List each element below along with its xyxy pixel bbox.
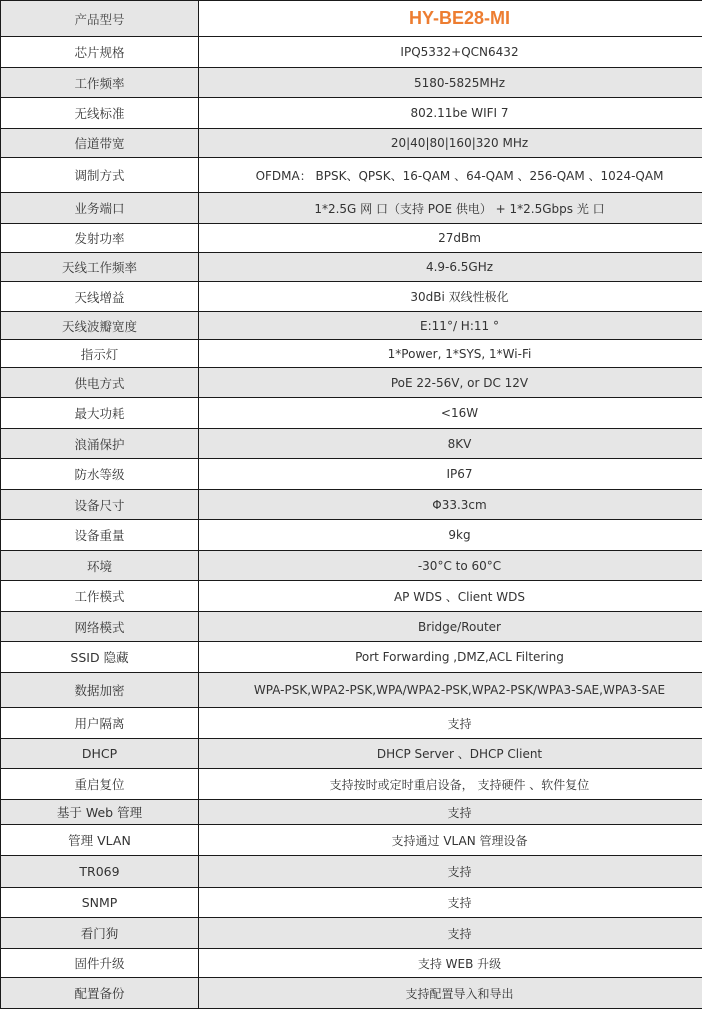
spec-label: DHCP <box>1 739 199 769</box>
spec-row <box>1 673 702 708</box>
spec-row <box>1 856 702 888</box>
spec-label: SSID 隐藏 <box>1 642 199 673</box>
spec-row <box>1 581 702 612</box>
spec-value: Φ33.3cm <box>199 490 702 520</box>
spec-row <box>1 520 702 551</box>
spec-value: 支持通过 VLAN 管理设备 <box>199 825 702 856</box>
spec-label: 环境 <box>1 551 199 581</box>
spec-label: 管理 VLAN <box>1 825 199 856</box>
spec-label: 信道带宽 <box>1 129 199 158</box>
spec-label: 无线标准 <box>1 98 199 129</box>
spec-value: 4.9-6.5GHz <box>199 253 702 282</box>
spec-label: SNMP <box>1 888 199 918</box>
model-name: HY-BE28-MI <box>199 1 702 37</box>
spec-value: 支持 <box>199 888 702 918</box>
spec-label: 配置备份 <box>1 978 199 1009</box>
spec-label: 调制方式 <box>1 158 199 193</box>
spec-row <box>1 769 702 800</box>
spec-value: PoE 22-56V, or DC 12V <box>199 368 702 398</box>
spec-row <box>1 612 702 642</box>
spec-label: 业务端口 <box>1 193 199 224</box>
spec-label: 设备重量 <box>1 520 199 551</box>
spec-value: 支持 WEB 升级 <box>199 949 702 978</box>
spec-label: 发射功率 <box>1 224 199 253</box>
spec-label: 固件升级 <box>1 949 199 978</box>
header-label: 产品型号 <box>1 1 199 37</box>
spec-row <box>1 739 702 769</box>
spec-row <box>1 37 702 68</box>
spec-label: 设备尺寸 <box>1 490 199 520</box>
spec-value: 9kg <box>199 520 702 551</box>
spec-label: 浪涌保护 <box>1 429 199 459</box>
spec-label: TR069 <box>1 856 199 888</box>
spec-value: <16W <box>199 398 702 429</box>
spec-row <box>1 158 702 193</box>
spec-value: 支持 <box>199 708 702 739</box>
spec-row <box>1 429 702 459</box>
spec-row <box>1 68 702 98</box>
spec-row <box>1 825 702 856</box>
header-row <box>1 1 702 37</box>
spec-value: -30°C to 60°C <box>199 551 702 581</box>
spec-value: E:11°/ H:11 ° <box>199 312 702 340</box>
spec-label: 芯片规格 <box>1 37 199 68</box>
spec-label: 防水等级 <box>1 459 199 490</box>
spec-value: 1*Power, 1*SYS, 1*Wi-Fi <box>199 340 702 368</box>
spec-row <box>1 312 702 340</box>
spec-row <box>1 642 702 673</box>
spec-row <box>1 708 702 739</box>
spec-row <box>1 490 702 520</box>
spec-row <box>1 224 702 253</box>
spec-value: 1*2.5G 网 口（支持 POE 供电） + 1*2.5Gbps 光 口 <box>199 193 702 224</box>
spec-label: 用户隔离 <box>1 708 199 739</box>
spec-value: AP WDS 、Client WDS <box>199 581 702 612</box>
spec-label: 基于 Web 管理 <box>1 800 199 825</box>
spec-value: IPQ5332+QCN6432 <box>199 37 702 68</box>
spec-label: 数据加密 <box>1 673 199 708</box>
spec-label: 天线增益 <box>1 282 199 312</box>
spec-label: 工作频率 <box>1 68 199 98</box>
spec-row <box>1 918 702 949</box>
spec-row <box>1 978 702 1009</box>
spec-value: OFDMA： BPSK、QPSK、16-QAM 、64-QAM 、256-QAM 、1024-QAM <box>199 158 702 193</box>
spec-value: WPA-PSK,WPA2-PSK,WPA/WPA2-PSK,WPA2-PSK/WPA3-SAE,WPA3-SAE <box>199 673 702 708</box>
spec-value: 27dBm <box>199 224 702 253</box>
spec-row <box>1 398 702 429</box>
spec-row <box>1 193 702 224</box>
spec-row <box>1 340 702 368</box>
spec-value: 支持 <box>199 918 702 949</box>
spec-label: 天线工作频率 <box>1 253 199 282</box>
spec-row <box>1 949 702 978</box>
spec-table-body <box>1 1 702 1009</box>
spec-value: 支持按时或定时重启设备， 支持硬件 、软件复位 <box>199 769 702 800</box>
spec-row <box>1 253 702 282</box>
spec-row <box>1 368 702 398</box>
spec-value: 支持配置导入和导出 <box>199 978 702 1009</box>
spec-value: Bridge/Router <box>199 612 702 642</box>
spec-row <box>1 129 702 158</box>
spec-row <box>1 282 702 312</box>
spec-value: 20|40|80|160|320 MHz <box>199 129 702 158</box>
spec-label: 指示灯 <box>1 340 199 368</box>
spec-value: 8KV <box>199 429 702 459</box>
spec-value: IP67 <box>199 459 702 490</box>
spec-label: 供电方式 <box>1 368 199 398</box>
spec-value: 30dBi 双线性极化 <box>199 282 702 312</box>
spec-value: 支持 <box>199 800 702 825</box>
spec-row <box>1 459 702 490</box>
spec-label: 看门狗 <box>1 918 199 949</box>
spec-value: 5180-5825MHz <box>199 68 702 98</box>
spec-label: 重启复位 <box>1 769 199 800</box>
spec-label: 网络模式 <box>1 612 199 642</box>
spec-value: 802.11be WIFI 7 <box>199 98 702 129</box>
spec-value: DHCP Server 、DHCP Client <box>199 739 702 769</box>
spec-label: 天线波瓣宽度 <box>1 312 199 340</box>
spec-row <box>1 551 702 581</box>
spec-value: 支持 <box>199 856 702 888</box>
spec-row <box>1 98 702 129</box>
spec-row <box>1 888 702 918</box>
spec-label: 工作模式 <box>1 581 199 612</box>
spec-value: Port Forwarding ,DMZ,ACL Filtering <box>199 642 702 673</box>
spec-label: 最大功耗 <box>1 398 199 429</box>
spec-row <box>1 800 702 825</box>
